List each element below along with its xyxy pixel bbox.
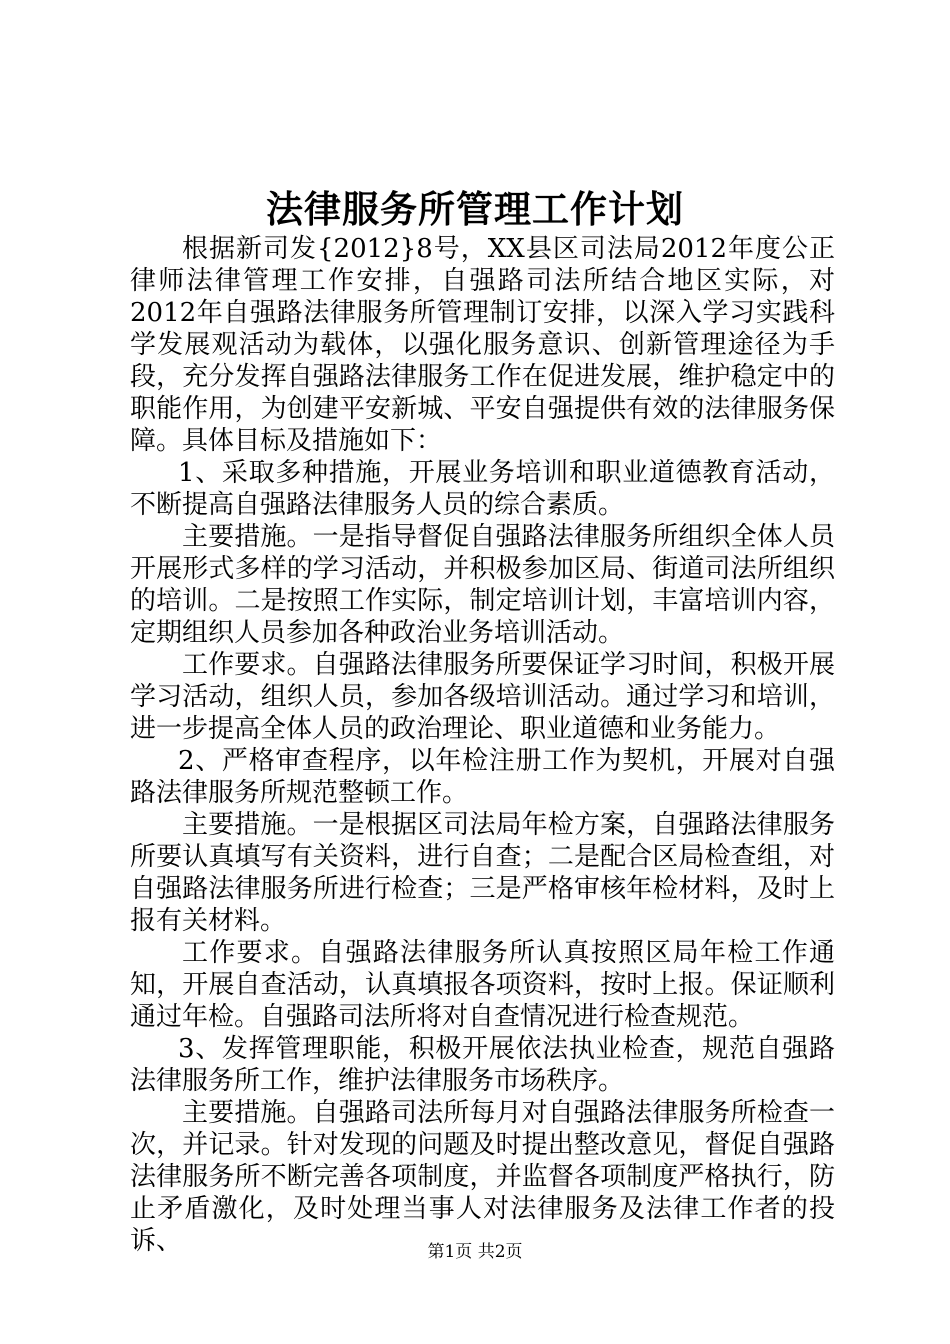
- intro-paragraph: 根据新司发{2012}8号，XX县区司法局2012年度公正律师法律管理工作安排，自强路司法所结合地区实际，对2012年自强路法律服务所管理制订安排，以深入学习实践科学发展观活动为载体，以强化服务意识、创新管理途径为手段，充分发挥自强路法律服务工作在促进发展，维护稳定中的职能作用，为创建平安新城、平安自强提供有效的法律服务保障。具体目标及措施如下：: [130, 234, 835, 456]
- item-1-heading: 1、采取多种措施，开展业务培训和职业道德教育活动，不断提高自强路法律服务人员的综合素质。: [130, 458, 835, 520]
- page-footer: 第1页 共2页: [427, 1242, 523, 1262]
- document-title: 法律服务所管理工作计划: [266, 187, 684, 231]
- item-2-heading: 2、严格审查程序，以年检注册工作为契机，开展对自强路法律服务所规范整顿工作。: [130, 746, 835, 808]
- item-1-measures: 主要措施。一是指导督促自强路法律服务所组织全体人员开展形式多样的学习活动，并积极参加区局、街道司法所组织的培训。二是按照工作实际，制定培训计划，丰富培训内容，定期组织人员参加各种政治业务培训活动。: [130, 522, 835, 648]
- document-body: [130, 233, 835, 1257]
- item-3-heading: 3、发挥管理职能，积极开展依法执业检查，规范自强路法律服务所工作，维护法律服务市场秩序。: [130, 1034, 835, 1096]
- item-2-requirements: 工作要求。自强路法律服务所认真按照区局年检工作通知，开展自查活动，认真填报各项资料，按时上报。保证顺利通过年检。自强路司法所将对自查情况进行检查规范。: [130, 938, 835, 1032]
- item-1-requirements: 工作要求。自强路法律服务所要保证学习时间，积极开展学习活动，组织人员，参加各级培训活动。通过学习和培训，进一步提高全体人员的政治理论、职业道德和业务能力。: [130, 650, 835, 744]
- item-2-measures: 主要措施。一是根据区司法局年检方案，自强路法律服务所要认真填写有关资料，进行自查；二是配合区局检查组，对自强路法律服务所进行检查；三是严格审核年检材料，及时上报有关材料。: [130, 810, 835, 936]
- item-3-measures: 主要措施。自强路司法所每月对自强路法律服务所检查一次，并记录。针对发现的问题及时提出整改意见，督促自强路法律服务所不断完善各项制度，并监督各项制度严格执行，防止矛盾激化，及时处理当事人对法律服务及法律工作者的投诉、: [130, 1098, 835, 1256]
